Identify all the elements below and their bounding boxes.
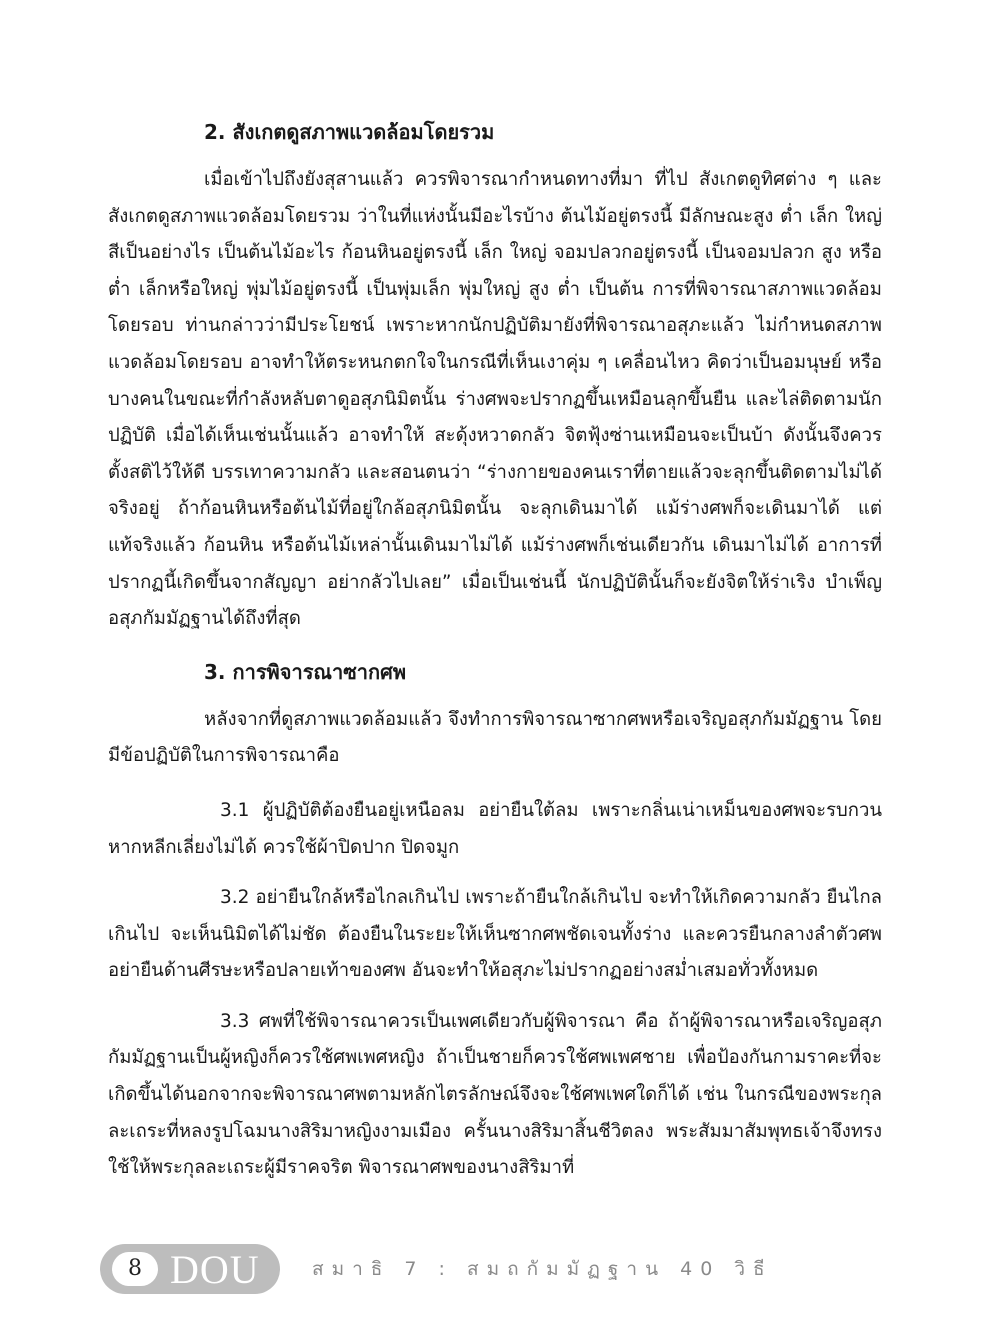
- section-3-heading: 3. การพิจารณาซากศพ: [204, 659, 407, 684]
- dou-badge: [100, 1244, 280, 1294]
- page-body: [108, 116, 882, 1201]
- section-2-paragraph: เมื่อเข้าไปถึงยังสุสานแล้ว ควรพิจารณากำหนดทางที่มา ที่ไป สังเกตดูทิศต่าง ๆ และสังเกตดูสภาพแวดล้อมโดยรวม ว่าในที่แห่งนั้นมีอะไรบ้าง ต้นไม้อยู่ตรงนี้ มีลักษณะสูง ต่ำ เล็ก ใหญ่ สีเป็นอย่างไร เป็นต้นไม้อะไร ก้อนหินอยู่ตรงนี้ เล็ก ใหญ่ จอมปลวกอยู่ตรงนี้ เป็นจอมปลวก สูง หรือต่ำ เล็กหรือใหญ่ พุ่มไม้อยู่ตรงนี้ เป็นพุ่มเล็ก พุ่มใหญ่ สูง ต่ำ เป็นต้น การที่พิจารณาสภาพแวดล้อมโดยรอบ ท่านกล่าวว่ามีประโยชน์ เพราะหากนักปฏิบัติมายังที่พิจารณาอสุภะแล้ว ไม่กำหนดสภาพแวดล้อมโดยรอบ อาจทำให้ตระหนกตกใจในกรณีที่เห็นเงาคุ่ม ๆ เคลื่อนไหว คิดว่าเป็นอมนุษย์ หรือบางคนในขณะที่กำลังหลับตาดูอสุภนิมิตนั้น ร่างศพจะปรากฏขึ้นเหมือนลุกขึ้นยืน และไล่ติดตามนักปฏิบัติ เมื่อได้เห็นเช่นนั้นแล้ว อาจทำให้ สะดุ้งหวาดกลัว จิตฟุ้งซ่านเหมือนจะเป็นบ้า ดังนั้นจึงควรตั้งสติไว้ให้ดี บรรเทาความกลัว และสอนตนว่า “ร่างกายของคนเราที่ตายแล้วจะลุกขึ้นติดตามไม่ได้ จริงอยู่ ถ้าก้อนหินหรือต้นไม้ที่อยู่ใกล้อสุภนิมิตนั้น จะลุกเดินมาได้ แม้ร่างศพก็จะเดินมาได้ แต่แท้จริงแล้ว ก้อนหิน หรือต้นไม้เหล่านั้นเดินมาไม่ได้ แม้ร่างศพก็เช่นเดียวกัน เดินมาไม่ได้ อาการที่ปรากฏนี้เกิดขึ้นจากสัญญา อย่ากลัวไปเลย” เมื่อเป็นเช่นนี้ นักปฏิบัตินั้นก็จะยังจิตให้ร่าเริง บำเพ็ญอสุภกัมมัฏฐานได้ถึงที่สุด: [108, 169, 882, 630]
- item-3-3: 3.3 ศพที่ใช้พิจารณาควรเป็นเพศเดียวกับผู้พิจารณา คือ ถ้าผู้พิจารณาหรือเจริญอสุภกัมมัฏฐานเป็นผู้หญิงก็ควรใช้ศพเพศหญิง ถ้าเป็นชายก็ควรใช้ศพเพศชาย เพื่อป้องกันกามราคะที่จะเกิดขึ้นได้นอกจากจะพิจารณาศพตามหลักไตรลักษณ์จึงจะใช้ศพเพศใดก็ได้ เช่น ในกรณีของพระกุลละเถระที่หลงรูปโฉมนางสิริมาหญิงงามเมือง ครั้นนางสิริมาสิ้นชีวิตลง พระสัมมาสัมพุทธเจ้าจึงทรงใช้ให้พระกุลละเถระผู้มีราคจริต พิจารณาศพของนางสิริมาที่: [108, 1010, 882, 1179]
- page-number: 8: [112, 1252, 158, 1286]
- course-title: สมาธิ 7 : สมถกัมมัฏฐาน 40 วิธี: [312, 1258, 773, 1280]
- item-3-2: 3.2 อย่ายืนใกล้หรือไกลเกินไป เพราะถ้ายืนใกล้เกินไป จะทำให้เกิดความกลัว ยืนไกลเกินไป จะเห็นนิมิตได้ไม่ชัด ต้องยืนในระยะให้เห็นซากศพชัดเจนทั้งร่าง และควรยืนกลางลำตัวศพ อย่ายืนด้านศีรษะหรือปลายเท้าของศพ อันจะทำให้อสุภะไม่ปรากฏอย่างสม่ำเสมอทั่วทั้งหมด: [108, 887, 882, 982]
- brand-logo-text: DOU: [170, 1247, 260, 1292]
- page-footer: [100, 1244, 900, 1294]
- item-3-1: 3.1 ผู้ปฏิบัติต้องยืนอยู่เหนือลม อย่ายืนใต้ลม เพราะกลิ่นเน่าเหม็นของศพจะรบกวน หากหลีกเลี่ยงไม่ได้ ควรใช้ผ้าปิดปาก ปิดจมูก: [108, 799, 882, 858]
- section-2-heading: 2. สังเกตดูสภาพแวดล้อมโดยรวม: [204, 120, 495, 144]
- section-3-intro: หลังจากที่ดูสภาพแวดล้อมแล้ว จึงทำการพิจารณาซากศพหรือเจริญอสุภกัมมัฏฐาน โดยมีข้อปฏิบัติในการพิจารณาคือ: [108, 708, 882, 767]
